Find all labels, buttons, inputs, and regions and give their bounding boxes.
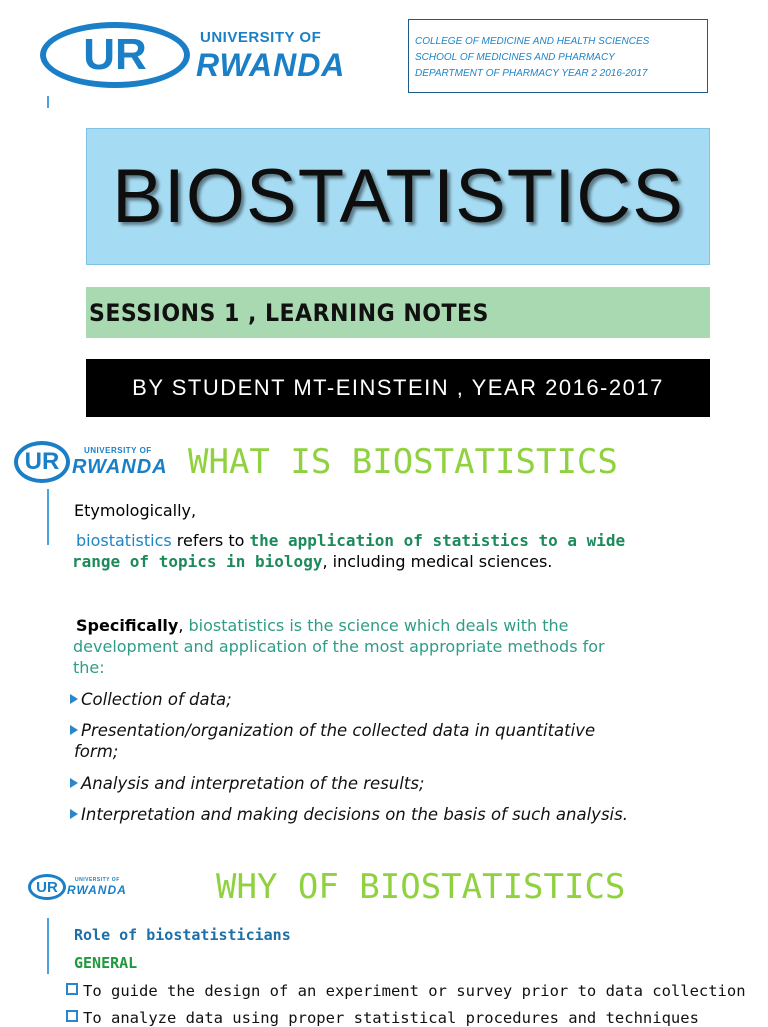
definition-refers: refers to (171, 531, 250, 550)
etymology-text: Etymologically, (74, 501, 197, 520)
logo-line2: RWANDA (72, 456, 168, 478)
list-item-text: To analyze data using proper statistical procedures and techniques (83, 1009, 699, 1027)
square-bullet-icon (66, 983, 78, 995)
definition-end: , including medical sciences. (322, 552, 553, 571)
school-line: SCHOOL OF MEDICINES AND PHARMACY (415, 52, 615, 63)
section2-divider (47, 918, 49, 974)
specifically-line3: the: (73, 658, 105, 677)
college-line: COLLEGE OF MEDICINE AND HEALTH SCIENCES (415, 36, 650, 47)
student-banner (86, 359, 710, 417)
square-bullet-icon (66, 1010, 78, 1022)
ur-monogram-icon (40, 22, 190, 88)
department-line: DEPARTMENT OF PHARMACY YEAR 2 2016-2017 (415, 68, 648, 79)
logo-line1: UNIVERSITY OF (75, 877, 120, 883)
list-item (66, 1009, 699, 1027)
specifically-comma: , (178, 616, 184, 635)
list-item (70, 804, 628, 825)
section-heading-why: WHY OF BIOSTATISTICS (216, 867, 626, 907)
logo-monogram: UR (83, 30, 147, 79)
arrow-bullet-icon (70, 809, 78, 819)
university-logo-small (14, 441, 168, 483)
specifically-line2: development and application of the most appropriate methods for (73, 637, 605, 656)
sessions-label: SESSIONS 1 , LEARNING NOTES (89, 298, 489, 327)
list-item-continuation: form; (74, 742, 119, 761)
university-logo-small (28, 874, 127, 900)
title-banner (86, 128, 710, 265)
logo-line2: RWANDA (196, 46, 346, 83)
arrow-bullet-icon (70, 725, 78, 735)
list-item-text: Presentation/organization of the collected data in quantitative (81, 721, 596, 740)
list-item (70, 689, 232, 710)
arrow-bullet-icon (70, 778, 78, 788)
logo-monogram: UR (24, 448, 60, 475)
definition-highlight-2: range of topics in biology (72, 552, 323, 571)
list-item (70, 773, 424, 794)
definition-line2 (72, 551, 552, 572)
arrow-bullet-icon (70, 694, 78, 704)
ur-monogram-icon (28, 874, 66, 900)
list-item-text: To guide the design of an experiment or survey prior to data collection (83, 982, 746, 1000)
specifically-text-1: biostatistics is the science which deals with the (183, 616, 569, 635)
list-item (66, 982, 746, 1000)
university-logo (40, 22, 345, 88)
specifically-line1 (76, 615, 568, 636)
definition-highlight-1: the application of statistics to a wide (249, 531, 626, 550)
section-heading-what: WHAT IS BIOSTATISTICS (188, 442, 618, 482)
list-item (70, 720, 595, 741)
logo-line1: UNIVERSITY OF (200, 28, 322, 46)
logo-line2: RWANDA (67, 883, 127, 897)
logo-monogram: UR (36, 878, 58, 896)
section1-divider (47, 489, 49, 545)
list-item-text: Collection of data; (81, 690, 232, 709)
role-heading: Role of biostatisticians (74, 926, 291, 944)
list-item-text: Interpretation and making decisions on the basis of such analysis. (81, 805, 628, 824)
logo-line1: UNIVERSITY OF (84, 446, 152, 455)
general-heading: GENERAL (74, 954, 138, 972)
header-divider (47, 96, 49, 108)
list-item-text: Analysis and interpretation of the results; (81, 774, 425, 793)
college-info-box (408, 19, 708, 93)
student-label: BY STUDENT MT-EINSTEIN , YEAR 2016-2017 (132, 375, 664, 400)
definition-line1 (76, 530, 625, 551)
specifically-term: Specifically (76, 616, 179, 635)
page-title: BIOSTATISTICS (112, 154, 684, 239)
sessions-banner (86, 287, 710, 338)
definition-term: biostatistics (76, 531, 172, 550)
ur-monogram-icon (14, 441, 70, 483)
